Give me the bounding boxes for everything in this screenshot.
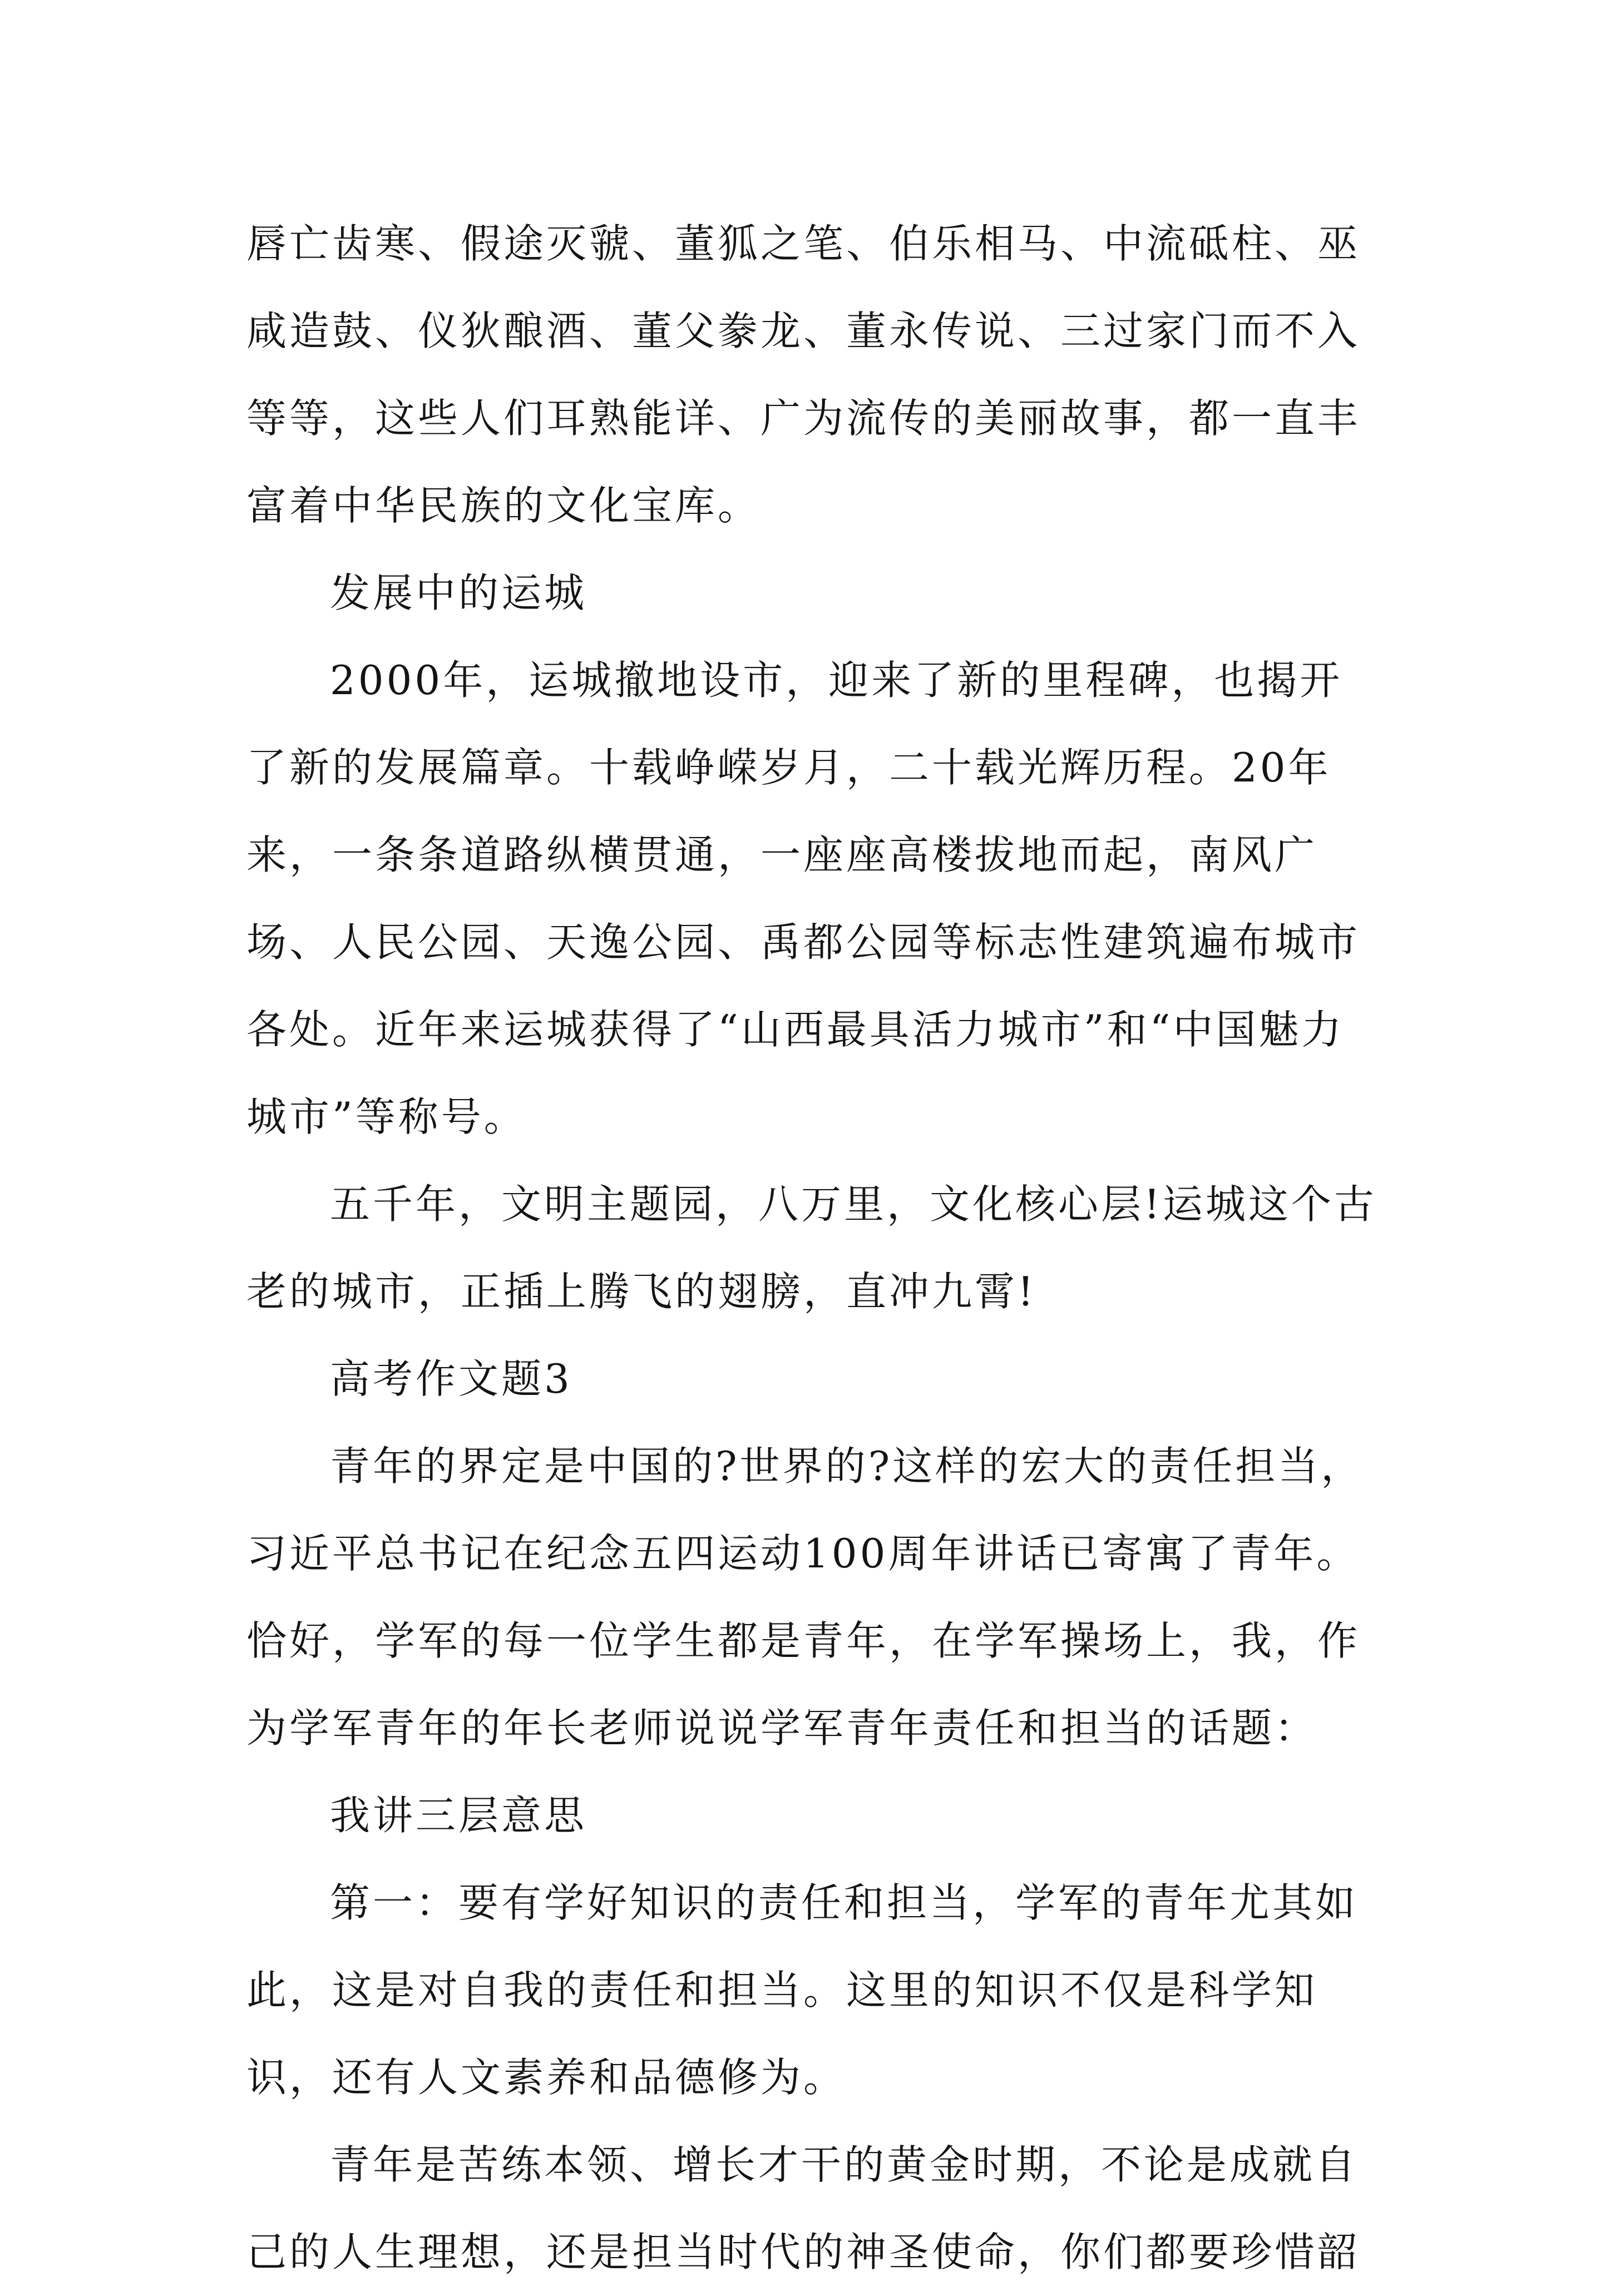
paragraph-youth-definition: 青年的界定是中国的?世界的?这样的宏大的责任担当，习近平总书记在纪念五四运动100周年讲话已寄寓了青年。恰好，学军的每一位学生都是青年，在学军操场上，我，作为学军青年的年长老师说说学军青年责任和担当的话题：: [246, 1443, 1364, 1751]
section-heading-essay-3: 高考作文题3: [330, 1355, 572, 1402]
paragraph-legends: 唇亡齿寒、假途灭虢、董狐之笔、伯乐相马、中流砥柱、巫咸造鼓、仪狄酿酒、董父豢龙、董永传说、三过家门而不入等等，这些人们耳熟能详、广为流传的美丽故事，都一直丰富着中华民族的文化宝库。: [246, 220, 1361, 529]
section-heading-developing-yuncheng: 发展中的运城: [330, 570, 587, 616]
document-body: [246, 200, 1381, 2296]
paragraph-point-one: 第一：要有学好知识的责任和担当，学军的青年尤其如此，这是对自我的责任和担当。这里的知识不仅是科学知识，还有人文素养和品德修为。: [246, 1879, 1359, 2101]
paragraph-golden-period: 青年是苦练本领、增长才干的黄金时期，不论是成就自己的人生理想，还是担当时代的神圣使命，你们都要珍惜韶: [246, 2141, 1361, 2275]
paragraph-five-thousand-years: 五千年，文明主题园，八万里，文化核心层!运城这个古老的城市，正插上腾飞的翅膀，直冲九霄!: [246, 1181, 1377, 1315]
section-heading-three-points: 我讲三层意思: [330, 1792, 587, 1839]
paragraph-development: 2000年，运城撤地设市，迎来了新的里程碑，也揭开了新的发展篇章。十载峥嵘岁月，二十载光辉历程。20年来，一条条道路纵横贯通，一座座高楼拔地而起，南风广场、人民公园、天逸公园、禹都公园等标志性建筑遍布城市各处。近年来运城获得了“山西最具活力城市”和“中国魅力城市”等称号。: [246, 657, 1361, 1140]
